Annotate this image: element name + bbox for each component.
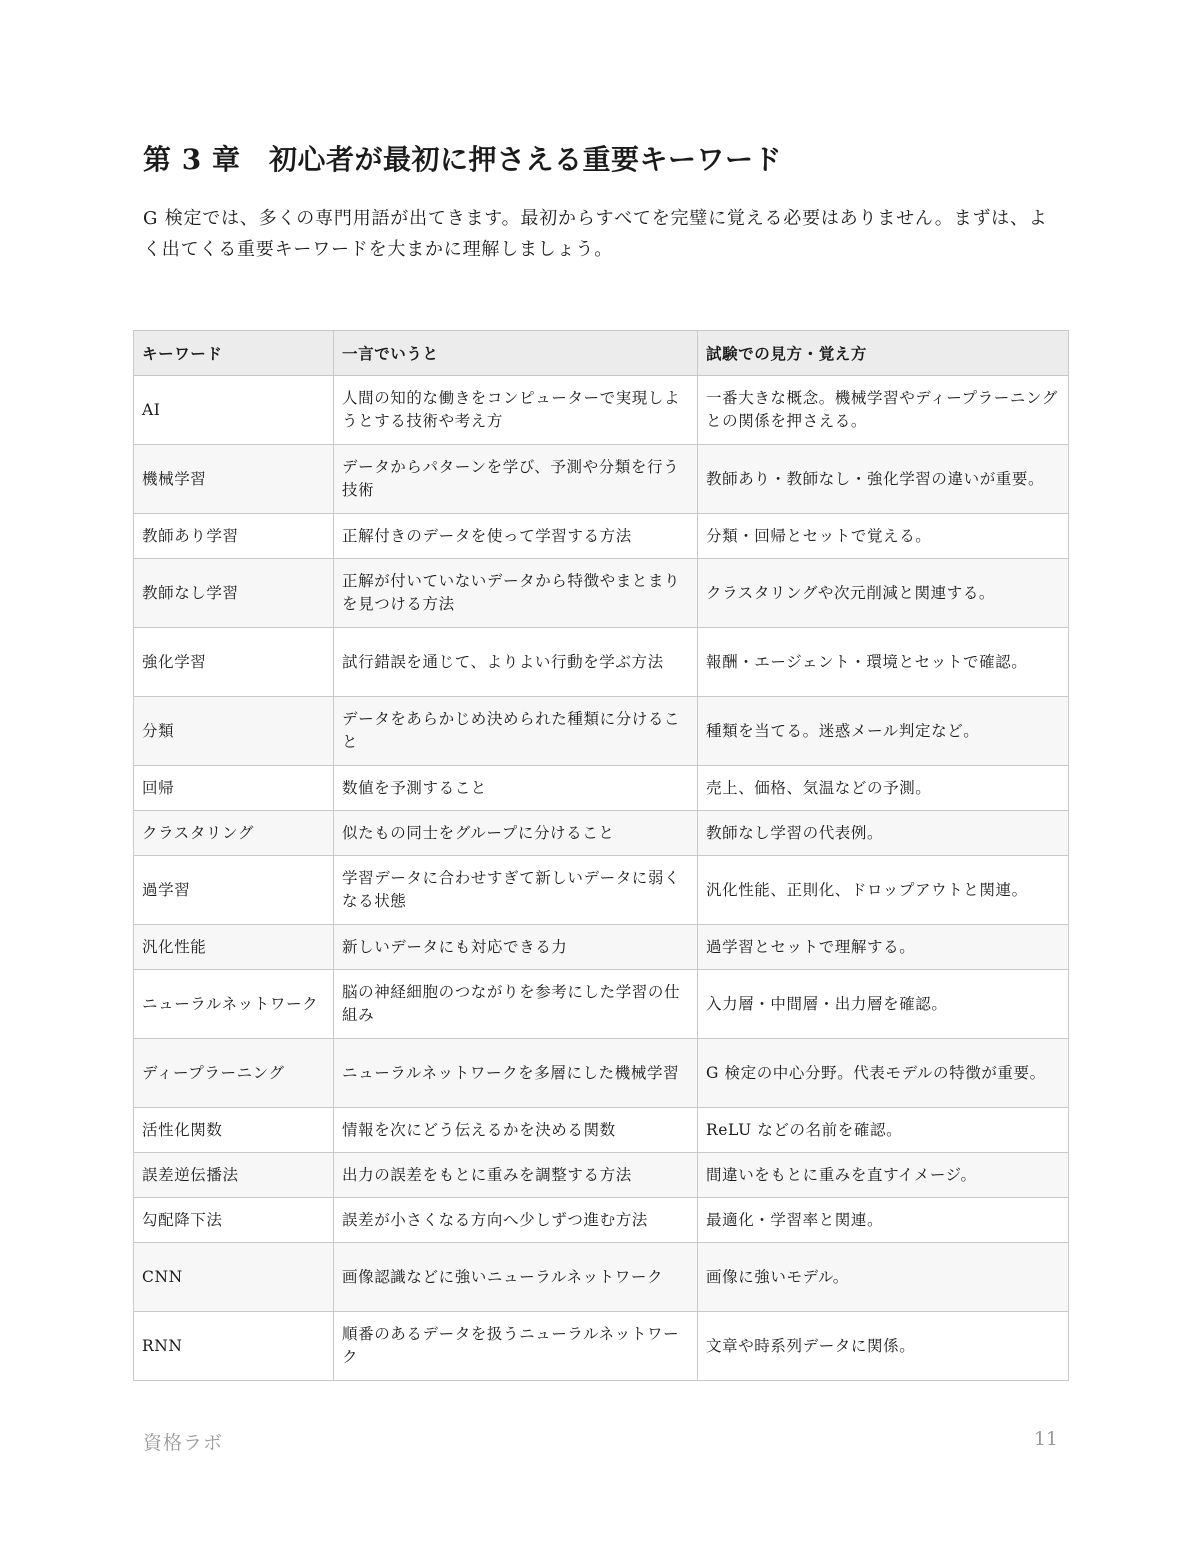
table-row: [134, 697, 1069, 766]
summary-cell: データからパターンを学び、予測や分類を行う技術: [334, 445, 698, 514]
keyword-cell: 回帰: [134, 766, 334, 811]
table-row: [134, 811, 1069, 856]
table-row: [134, 1153, 1069, 1198]
summary-cell: ニューラルネットワークを多層にした機械学習: [334, 1039, 698, 1108]
tip-cell: 入力層・中間層・出力層を確認。: [698, 970, 1069, 1039]
table-row: [134, 925, 1069, 970]
header-summary: 一言でいうと: [334, 331, 698, 376]
summary-cell: 試行錯誤を通じて、よりよい行動を学ぶ方法: [334, 628, 698, 697]
table-row: [134, 628, 1069, 697]
tip-cell: 教師なし学習の代表例。: [698, 811, 1069, 856]
keyword-cell: AI: [134, 376, 334, 445]
tip-cell: 汎化性能、正則化、ドロップアウトと関連。: [698, 856, 1069, 925]
tip-cell: 教師あり・教師なし・強化学習の違いが重要。: [698, 445, 1069, 514]
keyword-table: [133, 330, 1069, 1381]
summary-cell: 出力の誤差をもとに重みを調整する方法: [334, 1153, 698, 1198]
tip-cell: 文章や時系列データに関係。: [698, 1312, 1069, 1381]
header-tip: 試験での見方・覚え方: [698, 331, 1069, 376]
keyword-table-body: [134, 376, 1069, 1381]
keyword-cell: クラスタリング: [134, 811, 334, 856]
keyword-cell: 教師あり学習: [134, 514, 334, 559]
tip-cell: ReLU などの名前を確認。: [698, 1108, 1069, 1153]
keyword-cell: 機械学習: [134, 445, 334, 514]
table-row: [134, 766, 1069, 811]
keyword-cell: 教師なし学習: [134, 559, 334, 628]
tip-cell: 間違いをもとに重みを直すイメージ。: [698, 1153, 1069, 1198]
tip-cell: G 検定の中心分野。代表モデルの特徴が重要。: [698, 1039, 1069, 1108]
tip-cell: 報酬・エージェント・環境とセットで確認。: [698, 628, 1069, 697]
summary-cell: 脳の神経細胞のつながりを参考にした学習の仕組み: [334, 970, 698, 1039]
table-row: [134, 1108, 1069, 1153]
table-row: [134, 559, 1069, 628]
table-row: [134, 445, 1069, 514]
footer-brand: 資格ラボ: [143, 1432, 224, 1454]
table-row: [134, 1039, 1069, 1108]
summary-cell: 新しいデータにも対応できる力: [334, 925, 698, 970]
keyword-cell: CNN: [134, 1243, 334, 1312]
table-row: [134, 514, 1069, 559]
keyword-cell: RNN: [134, 1312, 334, 1381]
summary-cell: 画像認識などに強いニューラルネットワーク: [334, 1243, 698, 1312]
table-row: [134, 1312, 1069, 1381]
summary-cell: 情報を次にどう伝えるかを決める関数: [334, 1108, 698, 1153]
keyword-table-header: [134, 331, 1069, 376]
keyword-cell: 汎化性能: [134, 925, 334, 970]
table-row: [134, 1198, 1069, 1243]
table-row: [134, 970, 1069, 1039]
tip-cell: 画像に強いモデル。: [698, 1243, 1069, 1312]
keyword-cell: 誤差逆伝播法: [134, 1153, 334, 1198]
tip-cell: 種類を当てる。迷惑メール判定など。: [698, 697, 1069, 766]
tip-cell: クラスタリングや次元削減と関連する。: [698, 559, 1069, 628]
chapter-title: 第 3 章 初心者が最初に押さえる重要キーワード: [143, 143, 782, 176]
table-row: [134, 1243, 1069, 1312]
keyword-cell: ディープラーニング: [134, 1039, 334, 1108]
keyword-cell: ニューラルネットワーク: [134, 970, 334, 1039]
keyword-cell: 過学習: [134, 856, 334, 925]
tip-cell: 過学習とセットで理解する。: [698, 925, 1069, 970]
keyword-cell: 勾配降下法: [134, 1198, 334, 1243]
tip-cell: 一番大きな概念。機械学習やディープラーニングとの関係を押さえる。: [698, 376, 1069, 445]
page-number: 11: [1033, 1428, 1058, 1450]
tip-cell: 最適化・学習率と関連。: [698, 1198, 1069, 1243]
header-keyword: キーワード: [134, 331, 334, 376]
table-row: [134, 376, 1069, 445]
summary-cell: 似たもの同士をグループに分けること: [334, 811, 698, 856]
keyword-cell: 活性化関数: [134, 1108, 334, 1153]
summary-cell: 学習データに合わせすぎて新しいデータに弱くなる状態: [334, 856, 698, 925]
tip-cell: 分類・回帰とセットで覚える。: [698, 514, 1069, 559]
summary-cell: 順番のあるデータを扱うニューラルネットワーク: [334, 1312, 698, 1381]
table-row: [134, 856, 1069, 925]
intro-paragraph: G 検定では、多くの専門用語が出てきます。最初からすべてを完璧に覚える必要はありません。まずは、よく出てくる重要キーワードを大まかに理解しましょう。: [143, 208, 1048, 260]
keyword-cell: 分類: [134, 697, 334, 766]
summary-cell: 数値を予測すること: [334, 766, 698, 811]
summary-cell: データをあらかじめ決められた種類に分けること: [334, 697, 698, 766]
tip-cell: 売上、価格、気温などの予測。: [698, 766, 1069, 811]
summary-cell: 人間の知的な働きをコンピューターで実現しようとする技術や考え方: [334, 376, 698, 445]
summary-cell: 正解が付いていないデータから特徴やまとまりを見つける方法: [334, 559, 698, 628]
summary-cell: 誤差が小さくなる方向へ少しずつ進む方法: [334, 1198, 698, 1243]
summary-cell: 正解付きのデータを使って学習する方法: [334, 514, 698, 559]
keyword-cell: 強化学習: [134, 628, 334, 697]
